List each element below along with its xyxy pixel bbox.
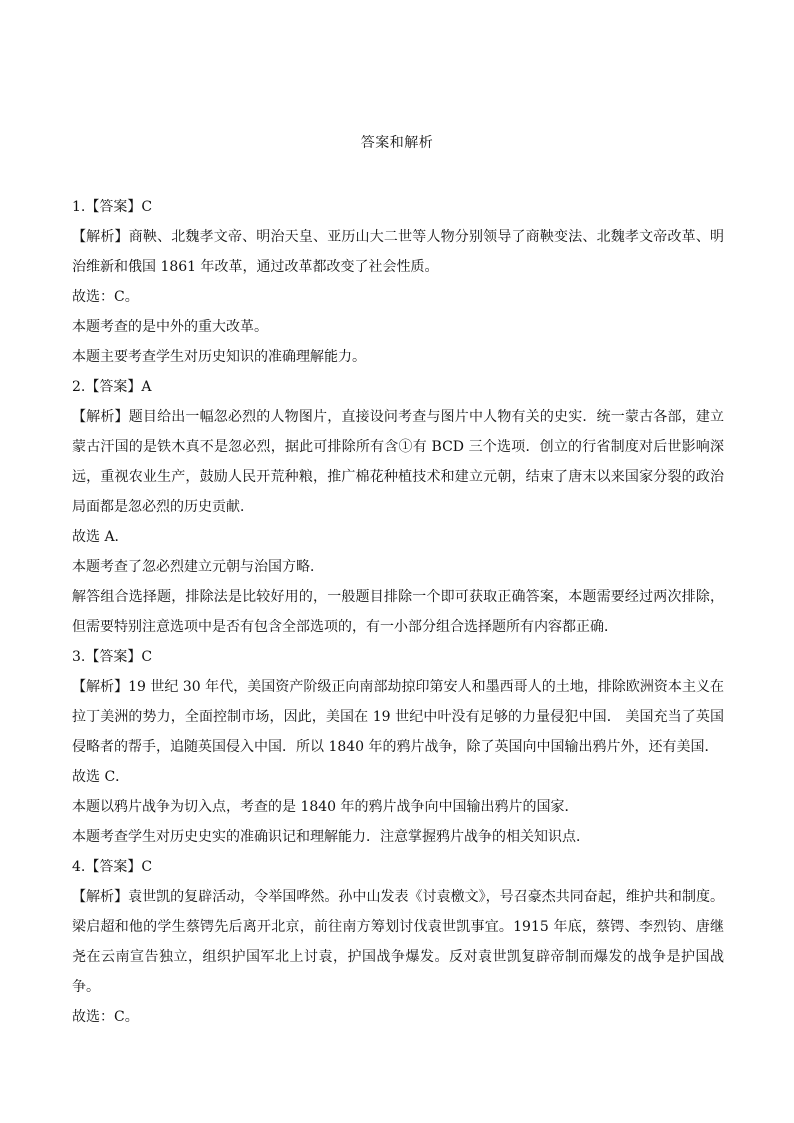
answer-line: 2.【答案】A xyxy=(72,379,152,395)
analysis-text: 【解析】袁世凯的复辟活动，令举国哗然。孙中山发表《讨袁檄文》，号召豪杰共同奋起，维护共和制度。梁启超和他的学生蔡锷先后离开北京，前往南方筹划讨伐袁世凯事宜。1915 年底，蔡锷、李烈钧、唐继尧在云南宣告独立，组织护国军北上讨袁，护国战争爆发。反对袁世凯复辟帝制而爆发的战争是护国战争。 xyxy=(72,889,724,995)
answer-item xyxy=(72,856,724,1028)
choice-line: 故选 A． xyxy=(72,529,129,545)
note-line: 本题考查的是中外的重大改革。 xyxy=(72,319,268,335)
answer-line: 3.【答案】C xyxy=(72,649,153,665)
page-title: 答案和解析 xyxy=(360,135,434,151)
choice-line: 故选：C。 xyxy=(72,1009,139,1025)
analysis-text: 【解析】题目给出一幅忽必烈的人物图片，直接设问考查与图片中人物有关的史实．统一蒙古各部，建立蒙古汗国的是铁木真不是忽必烈，据此可排除所有含①有 BCD 三个选项．创立的行省制度对后世影响深远，重视农业生产，鼓励人民开荒种粮，推广棉花种植技术和建立元朝，结束了唐末以来国家分裂的政治局面都是忽必烈的历史贡献． xyxy=(72,409,724,515)
answer-item xyxy=(72,196,724,368)
answer-item xyxy=(72,646,724,848)
choice-line: 故选：C。 xyxy=(72,289,139,305)
note-line: 本题考查了忽必烈建立元朝与治国方略． xyxy=(72,559,324,575)
answer-line: 4.【答案】C xyxy=(72,859,153,875)
answer-line: 1.【答案】C xyxy=(72,199,153,215)
analysis-text: 【解析】商鞅、北魏孝文帝、明治天皇、亚历山大二世等人物分别领导了商鞅变法、北魏孝文帝改革、明治维新和俄国 1861 年改革，通过改革都改变了社会性质。 xyxy=(72,229,724,275)
answers-section xyxy=(72,196,724,1036)
analysis-text: 【解析】19 世纪 30 年代，美国资产阶级正向南部劫掠印第安人和墨西哥人的土地，排除欧洲资本主义在拉丁美洲的势力，全面控制市场，因此，美国在 19 世纪中叶没有足够的力量侵犯中国． 美国充当了英国侵略者的帮手，追随英国侵入中国．所以 1840 年的鸦片战争，除了英国向中国输出鸦片外，还有美国． xyxy=(72,679,724,755)
choice-line: 故选 C． xyxy=(72,769,130,785)
note-line: 本题主要考查学生对历史知识的准确理解能力。 xyxy=(72,349,366,365)
answer-item xyxy=(72,376,724,642)
note-line: 本题考查学生对历史史实的准确识记和理解能力．注意掌握鸦片战争的相关知识点． xyxy=(72,829,590,845)
note-line: 解答组合选择题，排除法是比较好用的，一般题目排除一个即可获取正确答案，本题需要经过两次排除，但需要特别注意选项中是否有包含全部选项的，有一小部分组合选择题所有内容都正确． xyxy=(72,589,724,635)
note-line: 本题以鸦片战争为切入点，考查的是 1840 年的鸦片战争向中国输出鸦片的国家． xyxy=(72,799,579,815)
